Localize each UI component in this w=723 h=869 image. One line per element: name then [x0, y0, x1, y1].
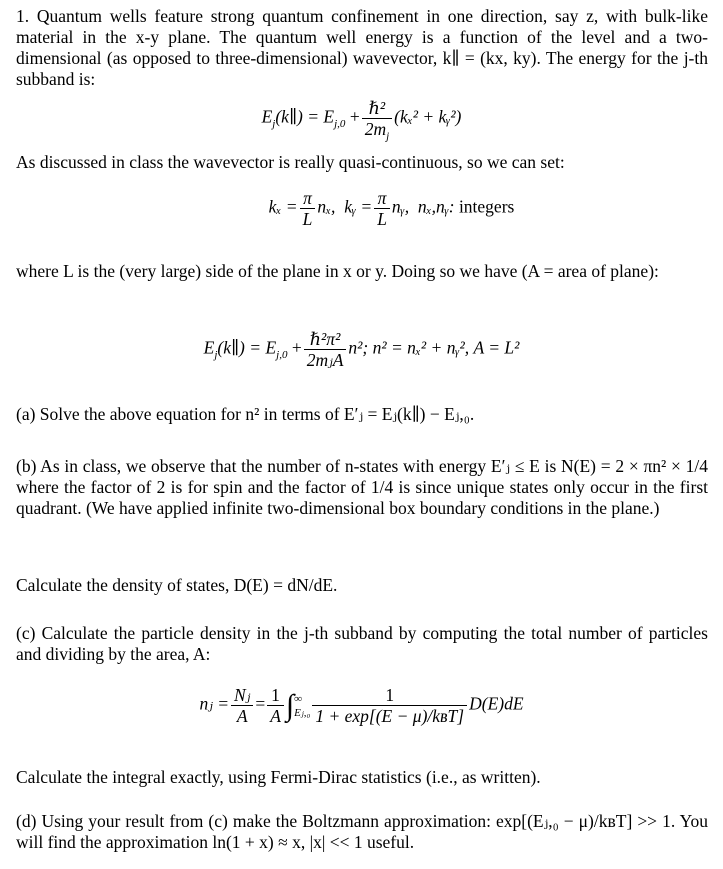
eq2-den-x: L	[302, 209, 313, 229]
eq4-frac2	[267, 685, 284, 726]
eq2-frac-y	[374, 188, 390, 229]
particle-density-equation	[0, 685, 723, 726]
eq1-den-sub: j	[386, 130, 390, 143]
eq2-ny: nᵧ,	[391, 196, 410, 217]
eq2-kx: kₓ =	[268, 196, 298, 217]
eq3-plus: +	[291, 337, 302, 358]
eq2-num-y: π	[374, 188, 390, 209]
eq4-int-hi: ∞	[294, 692, 302, 705]
eq1-lhs-sub: j	[272, 118, 276, 131]
eq1-lhs: E	[261, 106, 273, 127]
part-c-task: Calculate the integral exactly, using Fermi-Dirac statistics (i.e., as written).	[16, 767, 541, 787]
part-b: (b) As in class, we observe that the number of n-states with energy E′ⱼ ≤ E is N(E) = 2 × πn² × 1/4 where the factor of 2 is for spin and the factor of 1/4 is since unique states only occur in the first quadrant. (We have applied infinite two-dimensional box boundary conditions in the plane.)	[16, 456, 708, 518]
eq2-den-y: L	[377, 209, 387, 229]
eq3-e0-sub: j,0	[276, 349, 288, 362]
plane-side-text: where L is the (very large) side of the plane in x or y. Doing so we have (A = area of plane):	[16, 261, 659, 281]
eq3-fraction	[304, 329, 347, 370]
eq4-tail: D(E)dE	[469, 693, 524, 714]
eq1-e0-sub: j,0	[334, 118, 346, 131]
eq4-den1: A	[236, 706, 248, 726]
eq1-den: 2m	[364, 119, 387, 139]
energy-quantized-equation	[0, 329, 723, 370]
eq4-den2: A	[270, 706, 281, 726]
part-a: (a) Solve the above equation for n² in terms of E′ⱼ = Eⱼ(k∥) − Eⱼ,₀.	[16, 404, 475, 424]
eq2-num-x: π	[300, 188, 316, 209]
eq2-integers: integers	[458, 196, 515, 217]
eq4-lhs: nⱼ =	[199, 693, 230, 714]
eq3-num: ℏ²π²	[304, 329, 347, 350]
eq3-lhs: E	[203, 337, 215, 358]
eq2-ky: kᵧ =	[344, 196, 373, 217]
eq4-frac3	[312, 685, 467, 726]
wavevector-equation	[0, 188, 723, 229]
eq4-equals: =	[255, 693, 266, 714]
integral-sign: ∫	[285, 689, 295, 722]
eq4-num2: 1	[267, 685, 284, 706]
eq1-rhs: (kₓ² + kᵧ²)	[394, 106, 462, 127]
quasi-continuous-text: As discussed in class the wavevector is really quasi-continuous, so we can set:	[16, 152, 565, 172]
energy-equation	[0, 98, 723, 143]
eq3-rhs: n²; n² = nₓ² + nᵧ², A = L²	[348, 337, 520, 358]
integral-limits	[294, 692, 310, 720]
eq1-fraction	[362, 98, 392, 143]
eq3-lhs-sub: j	[214, 349, 218, 362]
eq3-den: 2mⱼA	[306, 350, 344, 370]
eq1-num: ℏ²	[362, 98, 392, 119]
eq1-arg: (k∥) = E	[275, 106, 335, 127]
eq4-num3: 1	[312, 685, 467, 706]
part-b-task: Calculate the density of states, D(E) = dN/dE.	[16, 575, 338, 595]
eq4-den3: 1 + exp[(E − μ)/kʙT]	[315, 706, 465, 726]
eq4-int-lo: Eⱼ,₀	[294, 706, 311, 719]
eq2-nx: nₓ,	[317, 196, 336, 217]
eq1-plus: +	[349, 106, 360, 127]
eq4-num1: Nⱼ	[231, 685, 253, 706]
part-c: (c) Calculate the particle density in the j-th subband by computing the total number of particles and dividing by the area, A:	[16, 623, 708, 664]
part-d: (d) Using your result from (c) make the Boltzmann approximation: exp[(Eⱼ,₀ − μ)/kʙT] >> 1. You will find the approximation ln(1 + x) ≈ x, |x| << 1 useful.	[16, 811, 708, 852]
eq2-tail: nₓ,nᵧ:	[417, 196, 455, 217]
eq2-frac-x	[300, 188, 316, 229]
problem-intro: 1. Quantum wells feature strong quantum confinement in one direction, say z, with bulk-like material in the x-y plane. The quantum well energy is a function of the level and a two-dimensional (as opposed to three-dimensional) wavevector, k∥ = (kx, ky). The energy for the j-th subband is:	[16, 6, 708, 89]
eq3-arg: (k∥) = E	[217, 337, 277, 358]
eq4-frac1	[231, 685, 253, 726]
